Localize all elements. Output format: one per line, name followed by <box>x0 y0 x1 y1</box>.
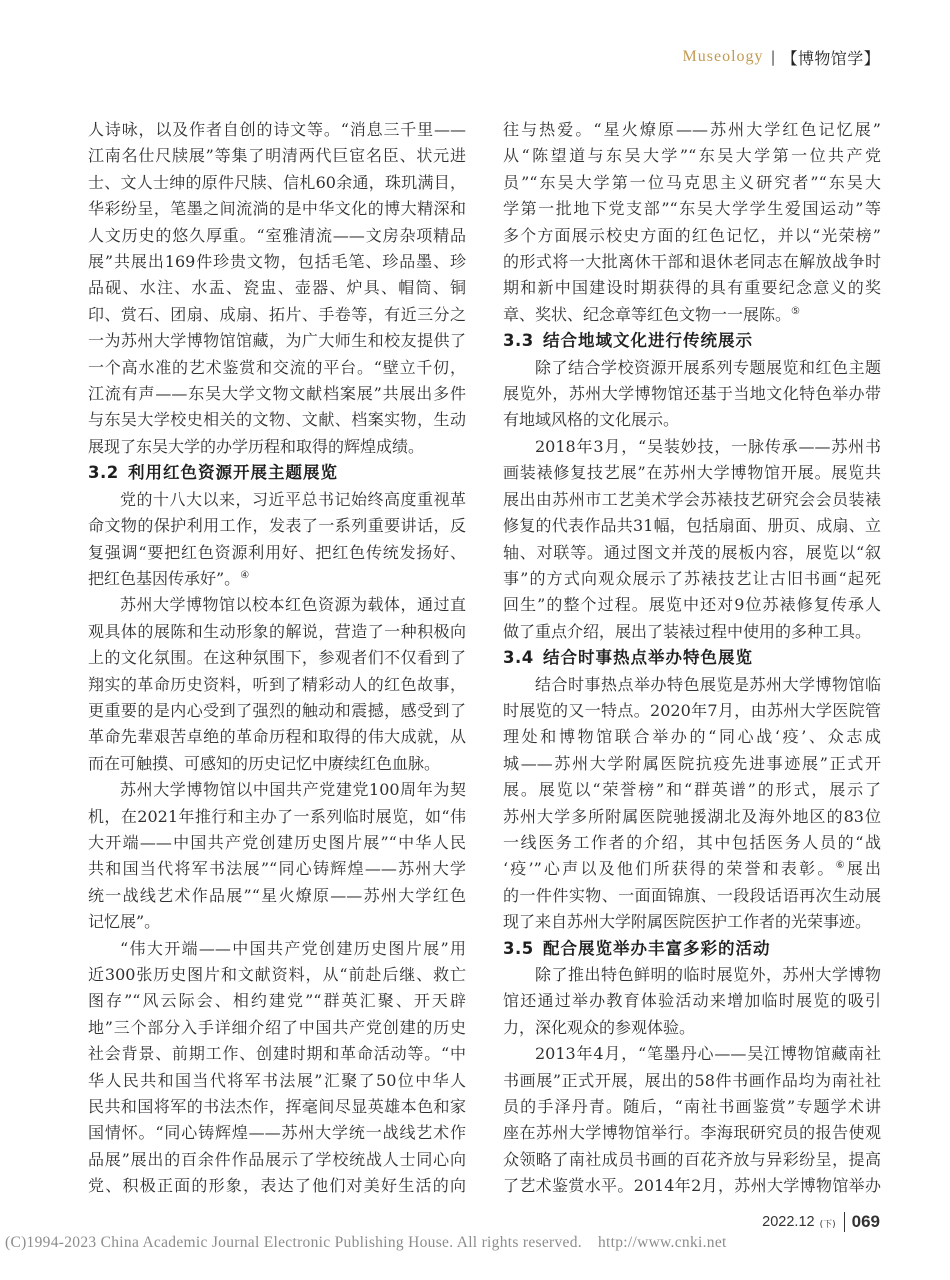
issue-date: 2022.12 <box>762 1214 815 1230</box>
paragraph <box>88 777 466 935</box>
text-line: 理处和博物馆联合举办的“同心战‘疫’、众志成 <box>503 727 881 747</box>
text-line: 品展”展出的百余件作品展示了学校统战人士同心向 <box>88 1149 466 1169</box>
text-line: 期和新中国建设时期获得的具有重要纪念意义的奖 <box>503 278 881 298</box>
text-line: 城——苏州大学附属医院抗疫先进事迹展”正式开 <box>503 753 881 773</box>
text-line: 与东吴大学校史相关的文物、文献、档案实物，生动 <box>88 410 466 430</box>
text-line: 多个方面展示校史方面的红色记忆，并以“光荣榜” <box>503 225 881 245</box>
text-line: 展出由苏州市工艺美术学会苏裱技艺研究会会员装裱 <box>503 489 881 509</box>
text-line: 国情怀。“同心铸辉煌——苏州大学统一战线艺术作 <box>88 1123 466 1143</box>
left-column <box>88 117 466 1200</box>
text-line: 学第一批地下党支部”“东吴大学学生爱国运动”等 <box>503 199 881 219</box>
text-line: 员的手泽丹青。随后，“南社书画鉴赏”专题学术讲 <box>503 1097 881 1117</box>
text-line: 力，深化观众的参观体验。 <box>503 1017 696 1037</box>
page-number: 069 <box>851 1212 880 1231</box>
text-line: 更重要的是内心受到了强烈的触动和震撼，感受到了 <box>88 700 466 720</box>
text-line: 翔实的革命历史资料，听到了精彩动人的红色故事， <box>88 674 466 694</box>
page-footer <box>762 1211 880 1233</box>
paragraph <box>88 936 466 1200</box>
section-number: 3.3 <box>503 331 534 351</box>
section-heading <box>88 460 466 486</box>
section-heading <box>503 328 881 354</box>
footer-divider <box>844 1212 845 1232</box>
text-line: 华彩纷呈，笔墨之间流淌的是中华文化的博大精深和 <box>88 199 466 219</box>
text-line: 士、文人士绅的原件尺牍、信札60余通，珠玑满目， <box>88 172 466 192</box>
text-line: 民共和国将军的书法杰作，挥毫间尽显英雄本色和家 <box>88 1097 466 1117</box>
running-header <box>683 47 880 67</box>
text-line: 而在可触摸、可感知的历史记忆中赓续红色血脉。 <box>88 753 441 773</box>
text-line: 画装裱修复技艺展”在苏州大学博物馆开展。展览共 <box>503 463 881 483</box>
section-heading <box>503 936 881 962</box>
paragraph <box>88 592 466 777</box>
section-heading <box>503 645 881 671</box>
text-line: 品砚、水注、水盂、瓷盅、壶器、炉具、帽筒、铜 <box>88 278 466 298</box>
section-number: 3.2 <box>88 463 119 483</box>
text-line: 除了结合学校资源开展系列专题展览和红色主题 <box>535 357 881 377</box>
paragraph <box>503 434 881 645</box>
text-line: 的形式将一大批离休干部和退休老同志在解放战争时 <box>503 252 881 272</box>
text-line: 一为苏州大学博物馆馆藏，为广大师生和校友提供了 <box>88 331 466 351</box>
text-line: 了艺术鉴赏水平。2014年2月，苏州大学博物馆举办 <box>503 1176 881 1196</box>
text-line: 印、赏石、团扇、成扇、拓片、手卷等，有近三分之 <box>88 304 466 324</box>
text-line: 复强调“要把红色资源利用好、把红色传统发扬好、 <box>88 542 466 562</box>
text-line: 人文历史的悠久厚重。“室雅清流——文房杂项精品 <box>88 225 466 245</box>
text-line: 除了推出特色鲜明的临时展览外，苏州大学博物 <box>535 965 881 984</box>
text-line: 把红色基因传承好”。④ <box>88 568 250 588</box>
text-line: 江南名仕尺牍展”等集了明清两代巨宦名臣、状元进 <box>88 146 466 166</box>
text-line: 一线医务工作者的介绍，其中包括医务人员的“战 <box>503 832 881 852</box>
section-title: 利用红色资源开展主题展览 <box>128 463 338 483</box>
text-line: 地”三个部分入手详细介绍了中国共产党创建的历史 <box>88 1017 466 1037</box>
copyright-notice: (C)1994-2023 China Academic Journal Electronic Publishing House. All rights reserved. <box>5 1234 582 1251</box>
paragraph <box>503 1041 881 1199</box>
text-line: 人诗咏，以及作者自创的诗文等。“消息三千里—— <box>88 120 466 139</box>
text-line: 党的十八大以来，习近平总书记始终高度重视革 <box>120 489 466 509</box>
text-line: 上的文化氛围。在这种氛围下，参观者们不仅看到了 <box>88 648 466 668</box>
text-line: 员”“东吴大学第一位马克思主义研究者”“东吴大 <box>503 172 881 192</box>
text-line: 大开端——中国共产党创建历史图片展”“中华人民 <box>88 832 466 852</box>
text-line: 展”共展出169件珍贵文物，包括毛笔、珍品墨、珍 <box>88 252 466 272</box>
text-line: 时展览的又一特点。2020年7月，由苏州大学医院管 <box>503 700 881 720</box>
text-line: 记忆展”。 <box>88 912 161 932</box>
text-line: 革命先辈艰苦卓绝的革命历程和取得的伟大成就，从 <box>88 727 466 747</box>
text-line: 从“陈望道与东吴大学”“东吴大学第一位共产党 <box>503 146 881 166</box>
text-line: 有地域风格的文化展示。 <box>503 410 680 430</box>
section-title: 配合展览举办丰富多彩的活动 <box>543 938 771 958</box>
text-line: 机，在2021年推行和主办了一系列临时展览，如“伟 <box>88 806 466 826</box>
source-url: http://www.cnki.net <box>597 1234 727 1251</box>
text-line: 命文物的保护利用工作，发表了一系列重要讲话，反 <box>88 516 466 536</box>
text-line: 众领略了南社成员书画的百花齐放与异彩纷呈，提高 <box>503 1149 881 1169</box>
section-title: 结合地域文化进行传统展示 <box>543 331 753 351</box>
journal-name-english: Museology <box>682 48 764 65</box>
section-label: 【博物馆学】 <box>781 48 880 68</box>
text-line: 展现了东吴大学的办学历程和取得的辉煌成绩。 <box>88 436 425 456</box>
text-line: 统一战线艺术作品展”“星火燎原——苏州大学红色 <box>88 885 466 905</box>
text-line: 苏州大学博物馆以校本红色资源为载体，通过直 <box>120 595 466 615</box>
text-line: 座在苏州大学博物馆举行。李海珉研究员的报告使观 <box>503 1123 881 1143</box>
paragraph <box>503 672 881 936</box>
copyright-watermark <box>5 1234 727 1252</box>
text-line: 2013年4月，“笔墨丹心——吴江博物馆藏南社 <box>535 1044 881 1064</box>
text-line: 书画展”正式开展，展出的58件书画作品均为南社社 <box>503 1070 881 1090</box>
text-line: 事”的方式向观众展示了苏裱技艺让古旧书画“起死 <box>503 568 881 588</box>
text-line: 修复的代表作品共31幅，包括扇面、册页、成扇、立 <box>503 516 881 536</box>
footnote-marker: ⑥ <box>835 860 847 872</box>
text-line: 苏州大学博物馆以中国共产党建党100周年为契 <box>120 780 466 800</box>
text-line: 一个高水准的艺术鉴赏和交流的平台。“壁立千仞， <box>88 357 466 377</box>
section-number: 3.5 <box>503 938 534 958</box>
text-line: 章、奖状、纪念章等红色文物一一展陈。⑤ <box>503 304 800 324</box>
text-line: 江流有声——东吴大学文物文献档案展”共展出多件 <box>88 384 466 404</box>
text-line: 展览外，苏州大学博物馆还基于当地文化特色举办带 <box>503 384 881 404</box>
text-line: 回生”的整个过程。展览中还对9位苏裱修复传承人 <box>503 595 881 615</box>
right-column <box>503 117 881 1200</box>
paragraph <box>503 962 881 1041</box>
issue-half: (下) <box>819 1220 836 1230</box>
footnote-marker: ⑤ <box>791 305 800 317</box>
text-line: 现了来自苏州大学附属医院医护工作者的光荣事迹。 <box>503 912 872 932</box>
text-line: 的一件件实物、一面面锦旗、一段段话语再次生动展 <box>503 885 881 905</box>
header-separator: | <box>770 48 776 66</box>
text-line: 观具体的展陈和生动形象的解说，营造了一种积极向 <box>88 621 466 641</box>
text-line: 结合时事热点举办特色展览是苏州大学博物馆临 <box>535 674 881 694</box>
text-line: 轴、对联等。通过图文并茂的展板内容，展览以“叙 <box>503 542 881 562</box>
section-number: 3.4 <box>503 648 534 668</box>
text-line: 做了重点介绍，展出了装裱过程中使用的多种工具。 <box>503 621 872 641</box>
section-title: 结合时事热点举办特色展览 <box>543 648 753 668</box>
paragraph <box>503 117 881 328</box>
footnote-marker: ④ <box>240 569 250 581</box>
text-line: “伟大开端——中国共产党创建历史图片展”用 <box>120 938 466 958</box>
paragraph <box>503 355 881 434</box>
text-line: 展。展览以“荣誉榜”和“群英谱”的形式，展示了 <box>503 780 881 800</box>
text-line: 往与热爱。“星火燎原——苏州大学红色记忆展” <box>503 120 881 139</box>
text-line: 华人民共和国当代将军书法展”汇聚了50位中华人 <box>88 1070 466 1090</box>
text-line: 苏州大学多所附属医院驰援湖北及海外地区的83位 <box>503 806 881 826</box>
paragraph <box>88 117 466 460</box>
text-line: 图存”“风云际会、相约建党”“群英汇聚、开天辟 <box>88 991 466 1011</box>
text-line: 馆还通过举办教育体验活动来增加临时展览的吸引 <box>503 991 881 1011</box>
text-line: 近300张历史图片和文献资料，从“前赴后继、救亡 <box>88 965 466 984</box>
paragraph <box>88 487 466 593</box>
text-line: 党、积极正面的形象，表达了他们对美好生活的向 <box>88 1176 466 1196</box>
text-line: 共和国当代将军书法展”“同心铸辉煌——苏州大学 <box>88 859 466 879</box>
text-line: 社会背景、前期工作、创建时期和革命活动等。“中 <box>88 1044 466 1064</box>
text-line: 2018年3月，“吴装妙技，一脉传承——苏州书 <box>535 436 881 456</box>
text-line: ‘疫’”心声以及他们所获得的荣誉和表彰。⑥展出 <box>503 859 881 879</box>
